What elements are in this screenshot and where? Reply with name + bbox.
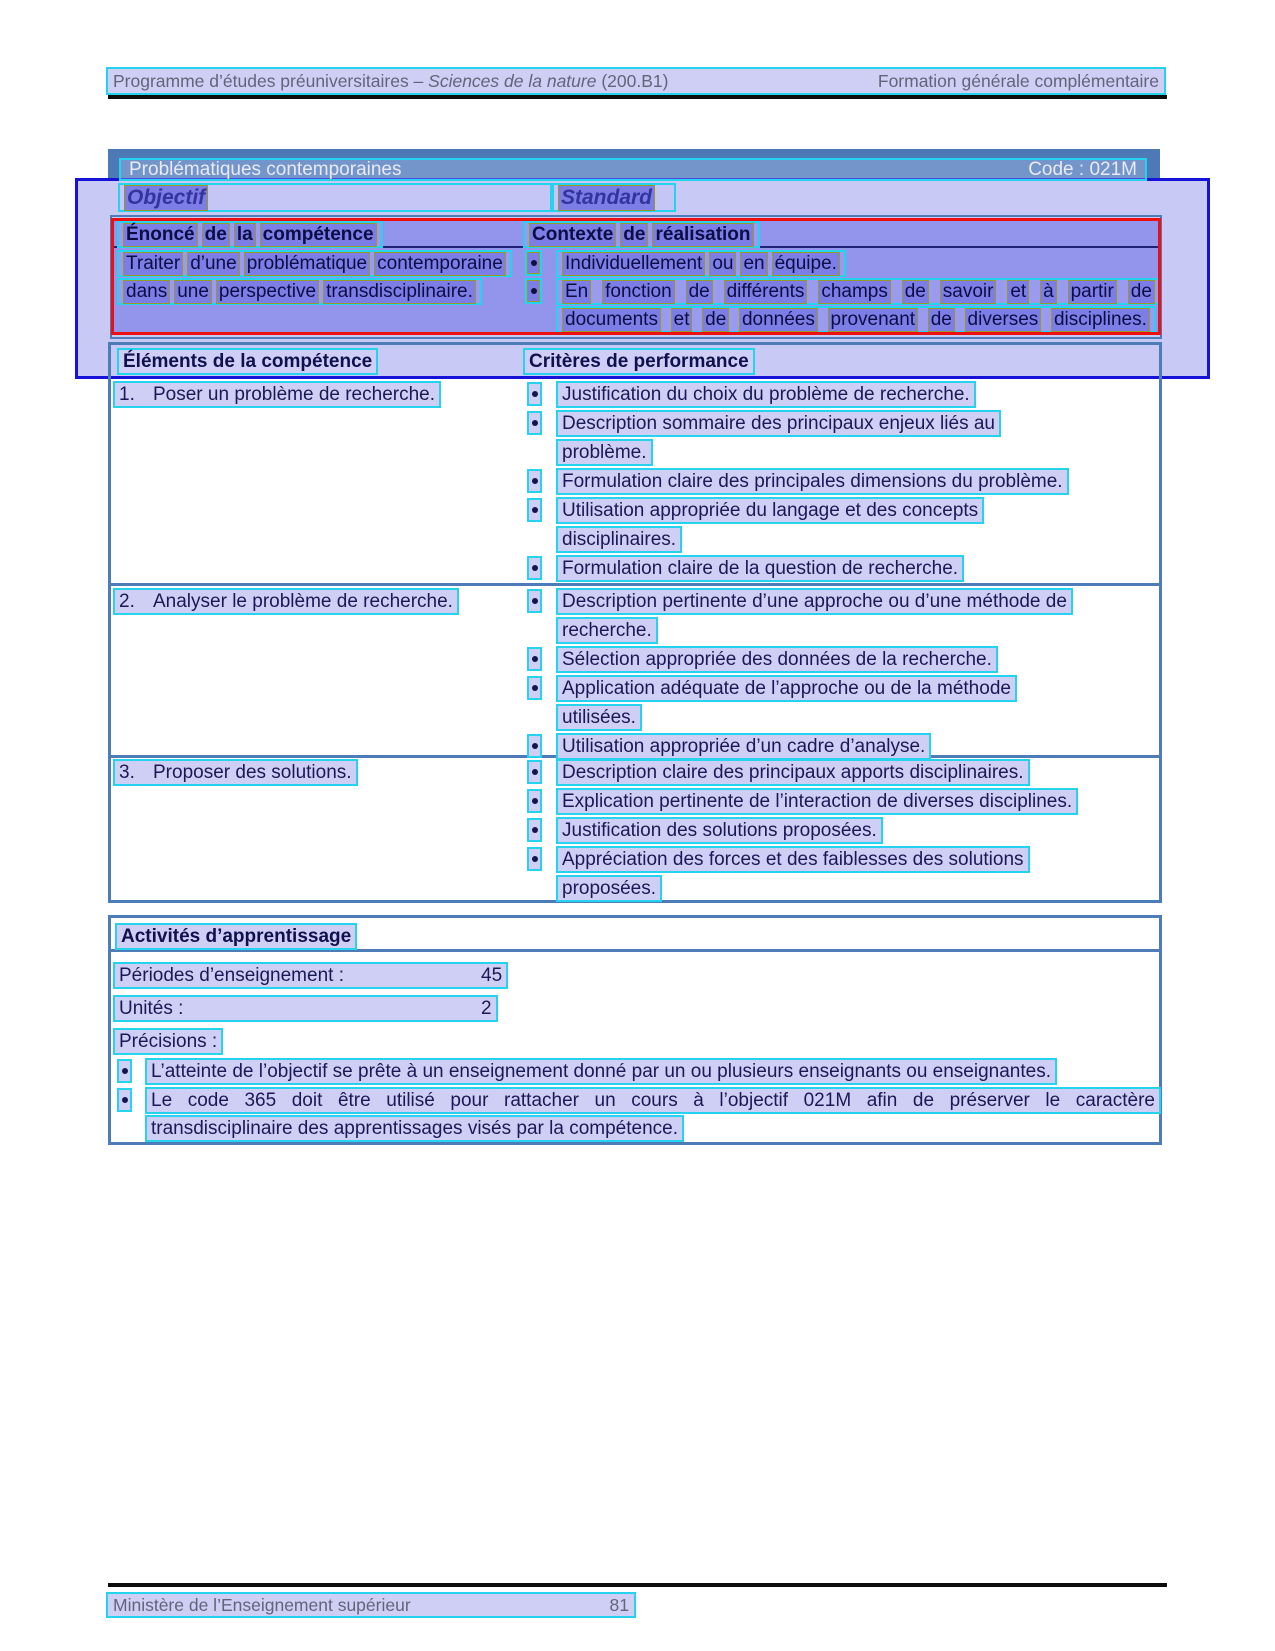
course-title: Problématiques contemporaines: [129, 158, 402, 180]
bullet-icon: [527, 789, 542, 813]
criterion-line: Utilisation appropriée du langage et des concepts: [556, 497, 984, 524]
criterion-line: Description claire des principaux apports disciplinaires.: [556, 759, 1030, 786]
criterion-line: Description pertinente d’une approche ou d’une méthode de: [556, 588, 1073, 615]
criterion-line: Application adéquate de l’approche ou de la méthode: [556, 675, 1017, 702]
bullet-icon: [527, 734, 542, 758]
periodes-line: [113, 962, 508, 989]
criterion-line: Formulation claire de la question de recherche.: [556, 555, 964, 582]
contexte-header: Contexte de réalisation: [523, 221, 760, 248]
page-header: [106, 67, 1166, 95]
criterion-line: proposées.: [556, 875, 662, 902]
precision-line: Le code 365 doit être utilisé pour rattacher un cours à l’objectif 021M afin de préserver le caractère: [145, 1087, 1161, 1114]
bullet-icon: [527, 676, 542, 700]
bullet-icon: [527, 411, 542, 435]
criterion-line: utilisées.: [556, 704, 642, 731]
criterion-line: Justification du choix du problème de recherche.: [556, 381, 976, 408]
criterion-line: Appréciation des forces et des faiblesses des solutions: [556, 846, 1030, 873]
title-bar-highlight: [119, 158, 1147, 181]
bullet-icon: [527, 498, 542, 522]
page-header-right: Formation générale complémentaire: [877, 70, 1159, 91]
criterion-line: Sélection appropriée des données de la recherche.: [556, 646, 998, 673]
footer-rule: [108, 1583, 1167, 1587]
header-rule: [108, 95, 1167, 99]
bullet-icon: [527, 469, 542, 493]
elements-header: Éléments de la compétence: [117, 348, 378, 375]
element-item: 1. Poser un problème de recherche.: [113, 381, 441, 408]
criterion-line: Description sommaire des principaux enjeux liés au: [556, 410, 1001, 437]
contexte-line: Individuellement ou en équipe.: [556, 250, 846, 277]
objectif-heading-box: [118, 183, 552, 212]
element-item: 2. Analyser le problème de recherche.: [113, 588, 459, 615]
page-header-left: Programme d’études préuniversitaires – Sciences de la nature (200.B1): [113, 70, 669, 91]
bullet-icon: [527, 760, 542, 784]
bullet-icon: [527, 252, 540, 274]
competence-line: dans une perspective transdisciplinaire.: [117, 278, 482, 305]
page-footer: [106, 1592, 636, 1618]
precision-line: L’atteinte de l’objectif se prête à un enseignement donné par un ou plusieurs enseignants ou enseignantes.: [145, 1058, 1057, 1085]
bullet-icon: [117, 1059, 132, 1083]
criterion-line: Formulation claire des principales dimensions du problème.: [556, 468, 1069, 495]
criterion-line: disciplinaires.: [556, 526, 682, 553]
standard-heading: Standard: [558, 185, 655, 211]
bullet-icon: [527, 589, 542, 613]
precisions-label: Précisions :: [113, 1028, 223, 1055]
bullet-icon: [527, 647, 542, 671]
unites-value: 2: [481, 997, 492, 1019]
precision-line: transdisciplinaire des apprentissages visés par la compétence.: [145, 1115, 684, 1142]
criterion-line: recherche.: [556, 617, 658, 644]
criterion-line: Justification des solutions proposées.: [556, 817, 883, 844]
course-code: Code : 021M: [1028, 158, 1137, 180]
bullet-icon: [527, 280, 540, 302]
periodes-label: Périodes d’enseignement :: [119, 964, 344, 986]
bullet-icon: [527, 818, 542, 842]
bullet-icon: [117, 1088, 132, 1112]
criteres-header: Critères de performance: [523, 348, 755, 375]
enonce-header: Énoncé de la compétence: [117, 221, 383, 248]
competence-line: Traiter d’une problématique contemporaine: [117, 250, 512, 277]
activites-header: Activités d’apprentissage: [115, 923, 357, 950]
objectif-heading: Objectif: [124, 185, 208, 211]
footer-ministry: Ministère de l’Enseignement supérieur: [113, 1594, 411, 1615]
criterion-line: problème.: [556, 439, 653, 466]
contexte-line: documents et de données provenant de diverses disciplines.: [556, 306, 1156, 333]
program-name-italic: Sciences de la nature: [428, 70, 597, 91]
element-item: 3. Proposer des solutions.: [113, 759, 358, 786]
unites-label: Unités :: [119, 997, 184, 1019]
criterion-line: Utilisation appropriée d’un cadre d’analyse.: [556, 733, 931, 760]
contexte-line: En fonction de différents champs de savoir et à partir de: [556, 278, 1161, 305]
periodes-value: 45: [481, 964, 503, 986]
bullet-icon: [527, 847, 542, 871]
page-number: 81: [609, 1594, 629, 1615]
standard-heading-box: [552, 183, 676, 212]
bullet-icon: [527, 556, 542, 580]
unites-line: [113, 995, 498, 1022]
row-divider: [108, 583, 1162, 586]
criterion-line: Explication pertinente de l’interaction de diverses disciplines.: [556, 788, 1078, 815]
bullet-icon: [527, 382, 542, 406]
